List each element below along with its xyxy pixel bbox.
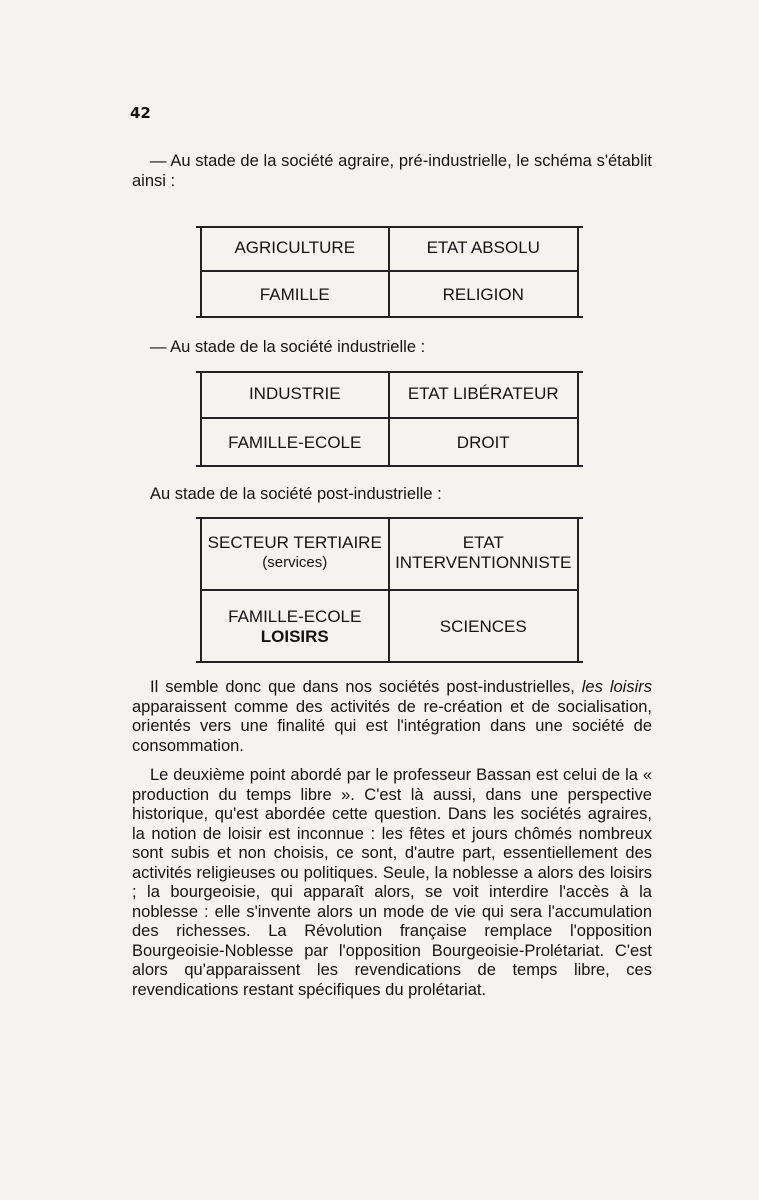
schema-industrial-top-left: INDUSTRIE bbox=[202, 371, 390, 419]
schema-agrarian bbox=[200, 226, 579, 318]
paragraph-temps-libre: Le deuxième point abordé par le professeur Bassan est celui de la « production du temps libre ». C'est là aussi, dans une perspective historique, qu'est abordée cette question. Dans les sociétés agraires, la notion de loisir est inconnue : les fêtes et jours chômés nombreux sont subis et non choisis, ce sont, d'autre part, essentiellement des activités religieuses ou politiques. Seule, la noblesse a alors des loisirs ; la bourgeoisie, qui apparaît alors, se voit interdire l'accès à la noblesse : elle s'invente alors un mode de vie qui sera l'accumulation des richesses. La Révolution française remplace l'opposition Bourgeoisie-Noblesse par l'opposition Bourgeoisie-Prolétariat. C'est alors qu'apparaissent les revendications de temps libre, ces revendications restant spécifiques du prolétariat. bbox=[132, 766, 652, 999]
paragraph-loisirs bbox=[132, 678, 652, 756]
schema-industrial bbox=[200, 371, 579, 467]
schema-agrarian-bottom-left: FAMILLE bbox=[202, 272, 390, 318]
schema-agrarian-top-right: ETAT ABSOLU bbox=[390, 226, 578, 272]
schema-post-industrial-top-left bbox=[202, 517, 390, 591]
schema-post-industrial-bottom-right: SCIENCES bbox=[439, 617, 527, 636]
paragraph-loisirs-part-b: apparaissent comme des activités de re-création et de socialisation, orientés vers une finalité qui est l'intégration dans une société de consommation. bbox=[132, 697, 652, 755]
services-label: (services) bbox=[262, 554, 328, 571]
schema-post-industrial-top-right bbox=[390, 517, 578, 591]
schema-post-industrial-bottom-left bbox=[202, 591, 390, 663]
paragraph-loisirs-emphasis: les loisirs bbox=[581, 678, 652, 696]
paragraph-loisirs-part-a: Il semble donc que dans nos sociétés post-industrielles, bbox=[150, 678, 582, 696]
loisirs-label: LOISIRS bbox=[260, 627, 329, 646]
schema-industrial-bottom-right: DROIT bbox=[456, 433, 510, 452]
intro-agrarian: — Au stade de la société agraire, pré-industrielle, le schéma s'établit ainsi : bbox=[132, 152, 652, 190]
schema-post-industrial bbox=[200, 517, 579, 663]
famille-ecole-label: FAMILLE-ECOLE bbox=[228, 607, 362, 626]
secteur-tertiaire-label: SECTEUR TERTIAIRE bbox=[207, 533, 382, 552]
schema-industrial-top-right: ETAT LIBÉRATEUR bbox=[390, 371, 578, 419]
schema-industrial-bottom-left: FAMILLE-ECOLE bbox=[202, 419, 390, 467]
etat-label: ETAT bbox=[462, 533, 504, 552]
page-number: 42 bbox=[130, 104, 151, 122]
intro-post-industrial: Au stade de la société post-industrielle : bbox=[150, 485, 442, 503]
schema-agrarian-bottom-right: RELIGION bbox=[442, 285, 524, 304]
interventionniste-label: INTERVENTIONNISTE bbox=[395, 553, 572, 572]
intro-industrial: — Au stade de la société industrielle : bbox=[150, 338, 426, 356]
schema-agrarian-top-left: AGRICULTURE bbox=[202, 226, 390, 272]
